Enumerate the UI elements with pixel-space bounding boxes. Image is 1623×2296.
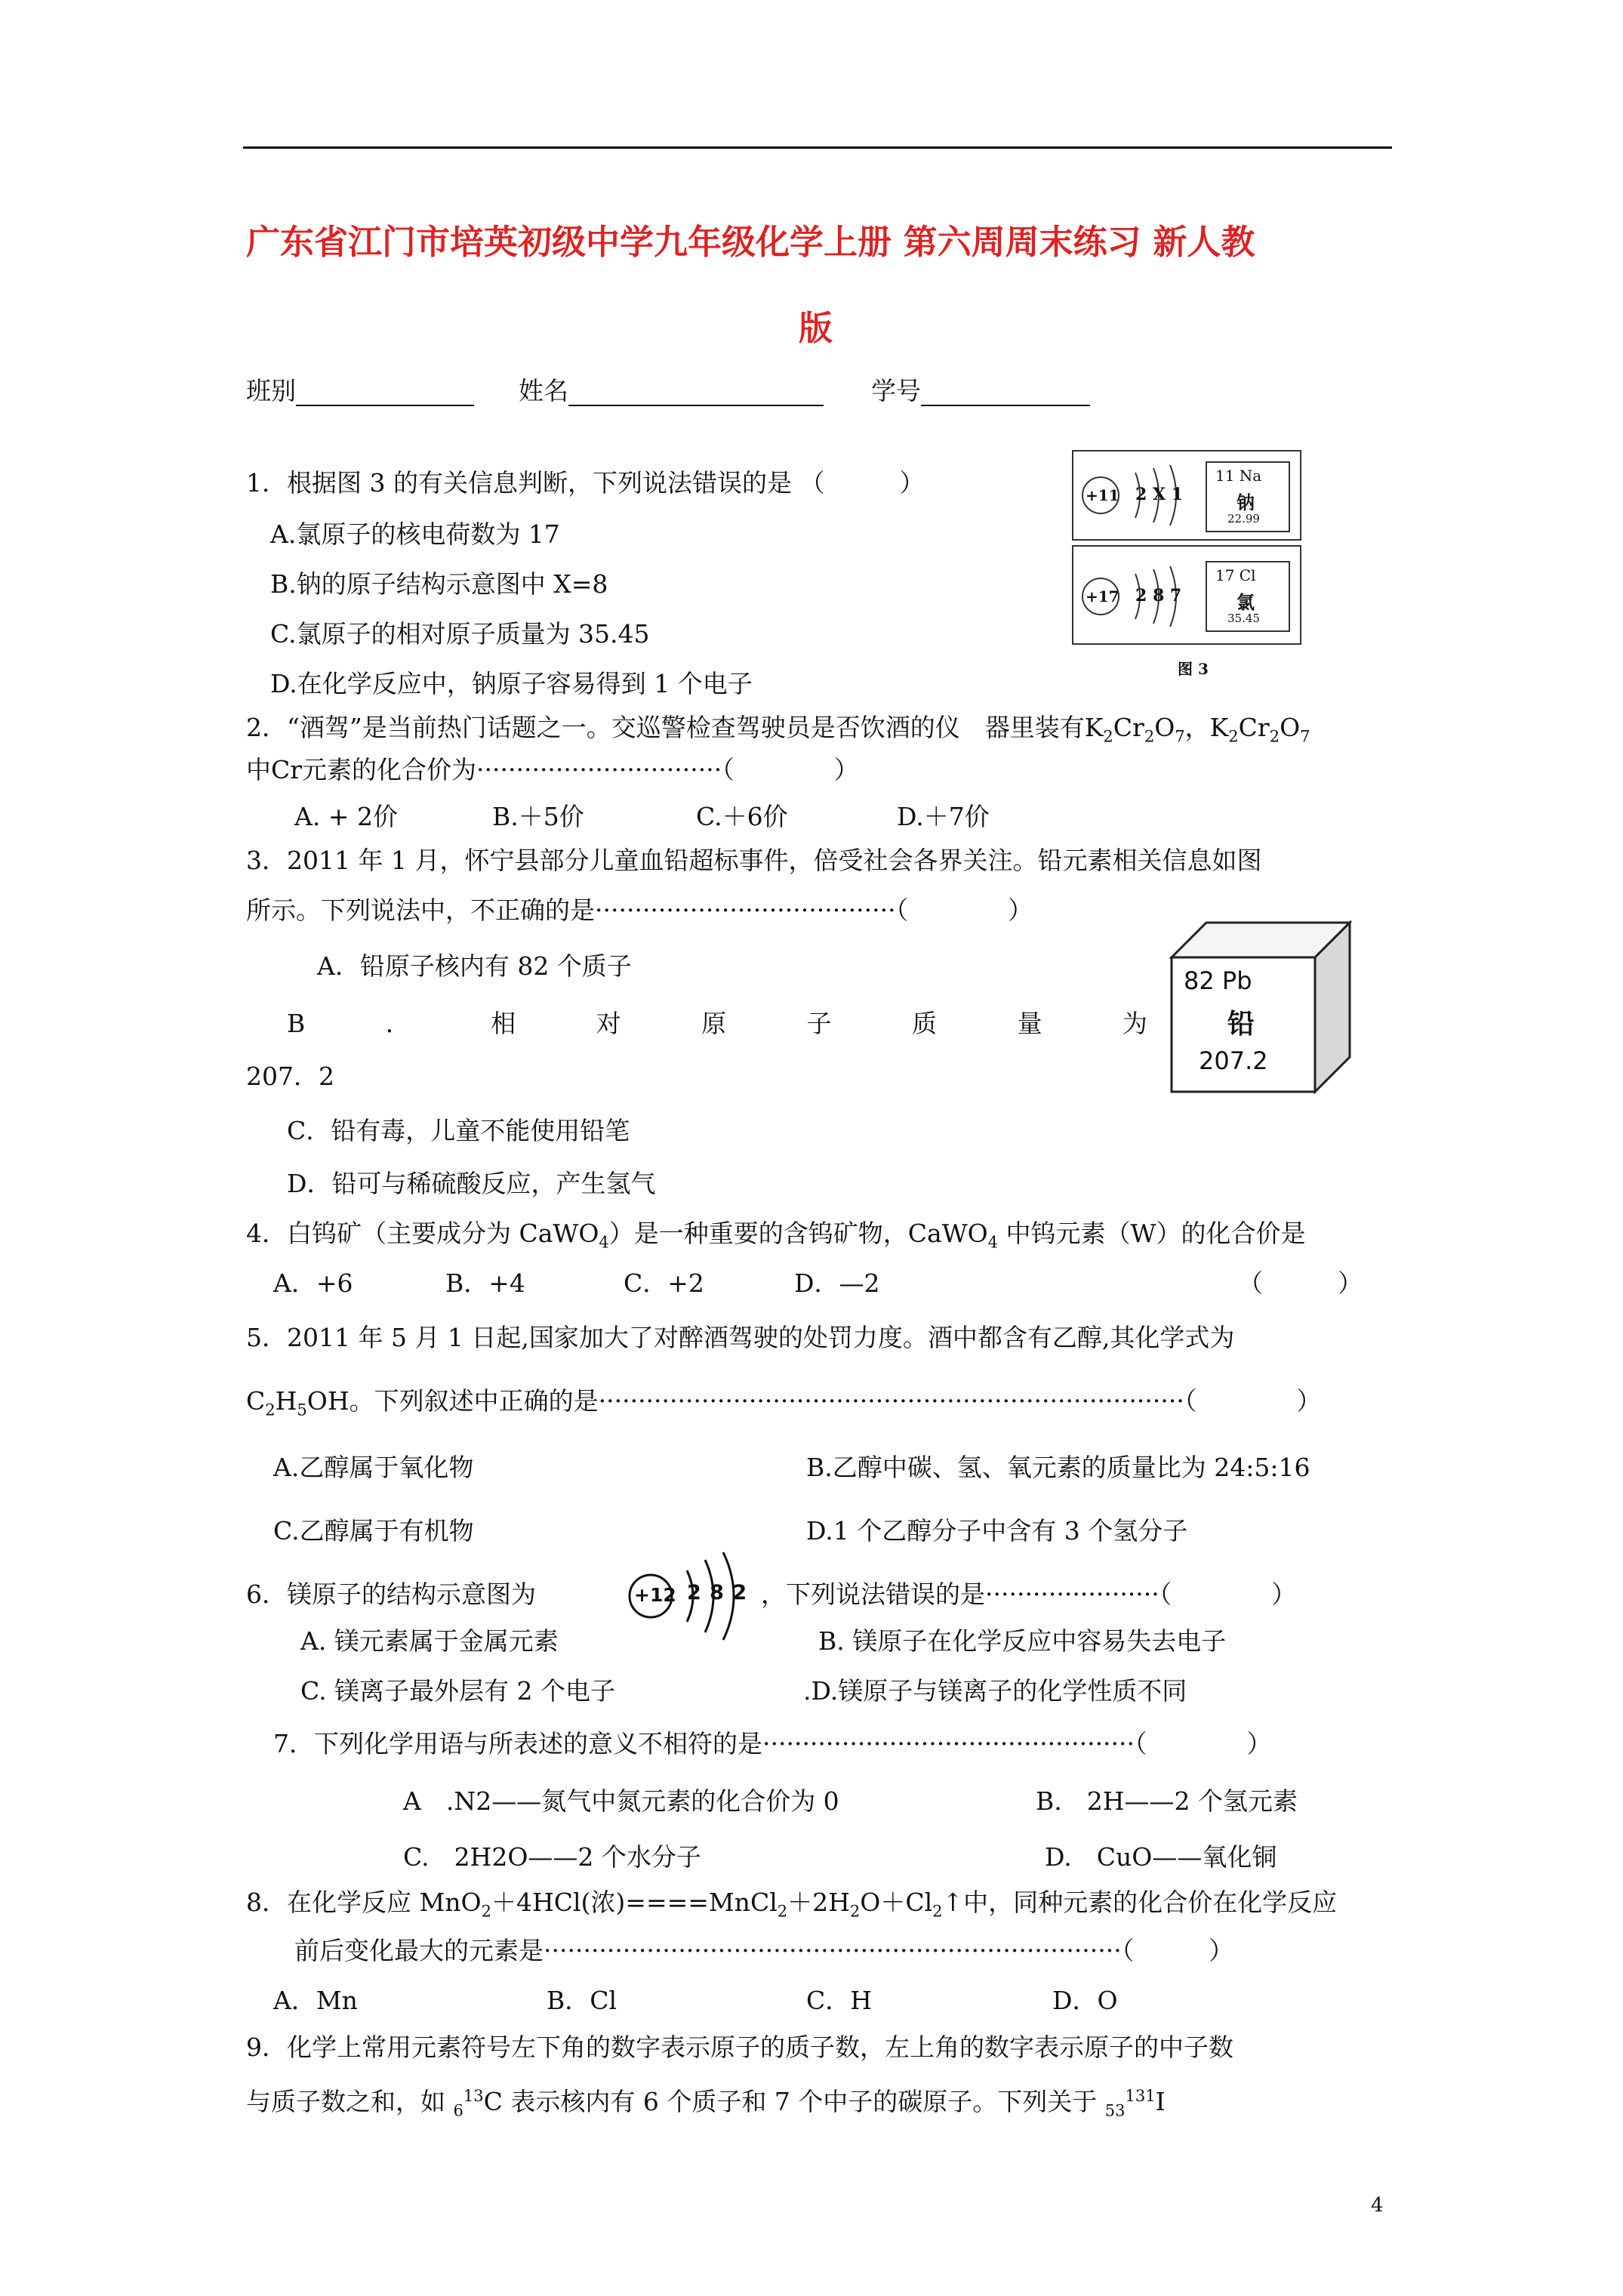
q5-formula-h-sub: 5 xyxy=(297,1401,307,1419)
q1-stem: 1．根据图 3 的有关信息判断，下列说法错误的是 （ ） xyxy=(246,468,925,498)
q3-option-a: A．铅原子核内有 82 个质子 xyxy=(317,951,632,981)
q8-option-d: D．O xyxy=(1052,1986,1118,2015)
chlorine-number-symbol: 17 Cl xyxy=(1215,566,1256,584)
lead-name: 铅 xyxy=(1227,1008,1255,1040)
student-info-row xyxy=(246,376,1090,406)
q9-iodine-proton-number: 53 xyxy=(1104,2101,1126,2120)
q4-stem xyxy=(246,1219,1305,1258)
q1-option-a: A.氯原子的核电荷数为 17 xyxy=(270,519,560,549)
q3-b-char: 原 xyxy=(701,1009,727,1038)
q2-comma: ， xyxy=(1184,713,1210,742)
sodium-shells: 2 X 1 xyxy=(1135,485,1184,504)
q8-option-a: A．Mn xyxy=(273,1986,358,2015)
q8-part1: 8．在化学反应 MnO xyxy=(246,1888,482,1917)
q7-option-d: D. CuO——氧化铜 xyxy=(1045,1842,1277,1872)
chlorine-mass: 35.45 xyxy=(1227,612,1260,625)
q9-part-a: 与质子数之和，如 xyxy=(246,2087,454,2116)
figure-3 xyxy=(1072,450,1306,649)
q8-option-c: C．H xyxy=(806,1986,873,2015)
q3-option-b-continued: 207．2 xyxy=(246,1062,334,1091)
q2-formula2-o-sub: 7 xyxy=(1300,727,1310,746)
q5-option-a: A.乙醇属于氧化物 xyxy=(273,1453,474,1482)
q8-sub1: 2 xyxy=(481,1902,491,1921)
q9-iodine-mass-number: 131 xyxy=(1125,2087,1156,2105)
sodium-name: 钠 xyxy=(1236,492,1255,513)
lead-number-symbol: 82 Pb xyxy=(1184,966,1252,995)
q8-line2: 前后变化最大的元素是·········································································（ ） xyxy=(294,1936,1234,1965)
q2-line1 xyxy=(246,713,1310,752)
q9-part-b: C 表示核内有 6 个质子和 7 个中子的碳原子。下列关于 xyxy=(483,2087,1105,2116)
document-title-line1: 广东省江门市培英初级中学九年级化学上册 第六周周末练习 新人教 xyxy=(246,222,1255,262)
q4-option-d: D．—2 xyxy=(794,1268,880,1298)
sodium-number-symbol: 11 Na xyxy=(1215,467,1262,485)
q3-b-char: 量 xyxy=(1017,1009,1042,1038)
q4-sub1: 4 xyxy=(599,1233,609,1252)
q2-option-d: D.＋7价 xyxy=(897,802,990,831)
q9-part-c: I xyxy=(1155,2087,1166,2116)
q3-option-c: C．铅有毒，儿童不能使用铅笔 xyxy=(287,1116,630,1145)
q2-formula-o: O xyxy=(1154,713,1175,742)
q3-b-char: 对 xyxy=(596,1009,621,1038)
q9-carbon-proton-number: 6 xyxy=(453,2101,463,2120)
q8-part4: O＋Cl xyxy=(860,1888,933,1917)
q2-formula-k: K xyxy=(1084,713,1104,742)
q2-formula-cr-sub: 2 xyxy=(1144,727,1155,746)
q3-b-char: 为 xyxy=(1122,1009,1147,1038)
q4-option-b: B．+4 xyxy=(445,1268,525,1298)
figure-3-caption: 图 3 xyxy=(1178,660,1209,678)
q2-formula2-cr: Cr xyxy=(1238,713,1270,742)
q8-sub4: 2 xyxy=(932,1902,943,1921)
class-blank[interactable] xyxy=(296,379,474,406)
q3-line2: 所示。下列说法中，不正确的是······································（ ） xyxy=(246,895,1033,925)
sodium-mass: 22.99 xyxy=(1227,512,1260,525)
q3-b-char: 子 xyxy=(806,1009,832,1038)
q3-b-char: 质 xyxy=(911,1009,937,1038)
q4-stem-a: 4．白钨矿（主要成分为 CaWO xyxy=(246,1219,599,1248)
q8-sub2: 2 xyxy=(777,1902,788,1921)
student-id-blank[interactable] xyxy=(921,379,1090,406)
q5-line1: 5．2011 年 5 月 1 日起,国家加大了对醉酒驾驶的处罚力度。酒中都含有乙醇,其化学式为 xyxy=(246,1323,1235,1352)
q5-formula-h: H xyxy=(275,1386,297,1416)
q2-formula2-o: O xyxy=(1280,713,1301,742)
q2-formula-cr: Cr xyxy=(1113,713,1144,742)
q2-formula-k-sub: 2 xyxy=(1103,727,1113,746)
chlorine-name: 氯 xyxy=(1236,591,1255,613)
q1-option-d: D.在化学反应中，钠原子容易得到 1 个电子 xyxy=(270,669,753,698)
magnesium-atom-diagram xyxy=(624,1546,767,1644)
q3-option-b xyxy=(287,1009,1147,1039)
q2-formula2-k: K xyxy=(1209,713,1229,742)
q5-option-b: B.乙醇中碳、氢、氧元素的质量比为 24:5:16 xyxy=(806,1453,1310,1482)
magnesium-nucleus: +12 xyxy=(634,1584,676,1606)
chlorine-shells: 2 8 7 xyxy=(1135,586,1182,606)
q2-formula2-k-sub: 2 xyxy=(1228,727,1239,746)
q4-option-c: C．+2 xyxy=(624,1268,704,1298)
q7-option-b: B. 2H——2 个氢元素 xyxy=(1036,1786,1298,1816)
q9-carbon-mass-number: 13 xyxy=(463,2087,484,2105)
lead-element-card xyxy=(1169,920,1357,1096)
q7-stem: 7．下列化学用语与所表述的意义不相符的是···············································（ ） xyxy=(273,1729,1272,1758)
magnesium-shells: 2 8 2 xyxy=(687,1581,748,1604)
document-title-line2: 版 xyxy=(799,308,833,348)
class-label: 班别 xyxy=(246,376,296,405)
header-rule xyxy=(243,146,1392,149)
q6-option-b: B. 镁原子在化学反应中容易失去电子 xyxy=(818,1626,1227,1656)
q8-line1 xyxy=(246,1888,1337,1927)
q8-option-b: B．Cl xyxy=(547,1986,617,2015)
q4-stem-b: ）是一种重要的含钨矿物，CaWO xyxy=(608,1219,988,1248)
q2-option-b: B.＋5价 xyxy=(492,802,584,831)
q2-option-c: C.＋6价 xyxy=(696,802,788,831)
q8-part2: ＋4HCl(浓)====MnCl xyxy=(491,1888,778,1917)
q2-stem-part1: 2．“酒驾”是当前热门话题之一。交巡警检查驾驶员是否饮酒的仪 器里装有 xyxy=(246,713,1085,742)
student-id-label: 学号 xyxy=(871,376,921,405)
q5-line2-rest: OH。下列叙述中正确的是··········································································（ ） xyxy=(306,1386,1322,1416)
q4-option-a: A．+6 xyxy=(273,1268,353,1298)
name-blank[interactable] xyxy=(568,379,824,406)
q8-sub3: 2 xyxy=(849,1902,861,1921)
q6-option-d: .D.镁原子与镁离子的化学性质不同 xyxy=(803,1676,1187,1706)
q4-answer-paren: （ ） xyxy=(1238,1268,1363,1298)
q3-b-char: B xyxy=(287,1009,306,1038)
q9-line2 xyxy=(246,2081,1166,2126)
name-label: 姓名 xyxy=(519,376,568,405)
q5-option-d: D.1 个乙醇分子中含有 3 个氢分子 xyxy=(806,1516,1188,1546)
q4-stem-c: 中钨元素（W）的化合价是 xyxy=(998,1219,1306,1248)
q1-option-b: B.钠的原子结构示意图中 X=8 xyxy=(270,569,608,599)
q8-part3: ＋2H xyxy=(787,1888,850,1917)
chlorine-nucleus: +17 xyxy=(1086,587,1119,606)
q3-line1: 3．2011 年 1 月，怀宁县部分儿童血铅超标事件，倍受社会各界关注。铅元素相关信息如图 xyxy=(246,846,1262,875)
q1-option-c: C.氯原子的相对原子质量为 35.45 xyxy=(270,619,650,649)
q2-line2: 中Cr元素的化合价为·······························（ ） xyxy=(246,755,859,784)
q3-option-d: D．铅可与稀硫酸反应，产生氢气 xyxy=(287,1169,656,1198)
q5-formula-c-sub: 2 xyxy=(265,1401,276,1419)
q8-part5: ↑中，同种元素的化合价在化学反应 xyxy=(942,1888,1338,1917)
q5-line2 xyxy=(246,1386,1321,1425)
q6-stem-a: 6．镁原子的结构示意图为 xyxy=(246,1579,536,1609)
q3-b-char: ． xyxy=(385,1009,411,1038)
q2-formula2-cr-sub: 2 xyxy=(1269,727,1280,746)
q5-option-c: C.乙醇属于有机物 xyxy=(273,1516,474,1546)
lead-mass: 207.2 xyxy=(1199,1046,1268,1075)
q5-formula-c: C xyxy=(246,1386,266,1416)
page-number: 4 xyxy=(1371,2194,1384,2217)
q9-line1: 9．化学上常用元素符号左下角的数字表示原子的质子数，左上角的数字表示原子的中子数 xyxy=(246,2032,1233,2062)
q2-formula-o-sub: 7 xyxy=(1175,727,1185,746)
q6-option-a: A. 镁元素属于金属元素 xyxy=(300,1626,559,1656)
q6-stem-b: ，下列说法错误的是······················（ ） xyxy=(761,1579,1297,1609)
q7-option-c: C. 2H2O——2 个水分子 xyxy=(403,1842,701,1872)
sodium-nucleus: +11 xyxy=(1086,486,1119,504)
atom-structure-diagrams xyxy=(1072,450,1306,649)
q7-option-a: A .N2——氮气中氮元素的化合价为 0 xyxy=(403,1786,839,1816)
q6-option-c: C. 镁离子最外层有 2 个电子 xyxy=(300,1676,616,1706)
q2-option-a: A. + 2价 xyxy=(294,802,398,831)
q4-sub2: 4 xyxy=(987,1233,999,1252)
q3-b-char: 相 xyxy=(491,1009,516,1038)
